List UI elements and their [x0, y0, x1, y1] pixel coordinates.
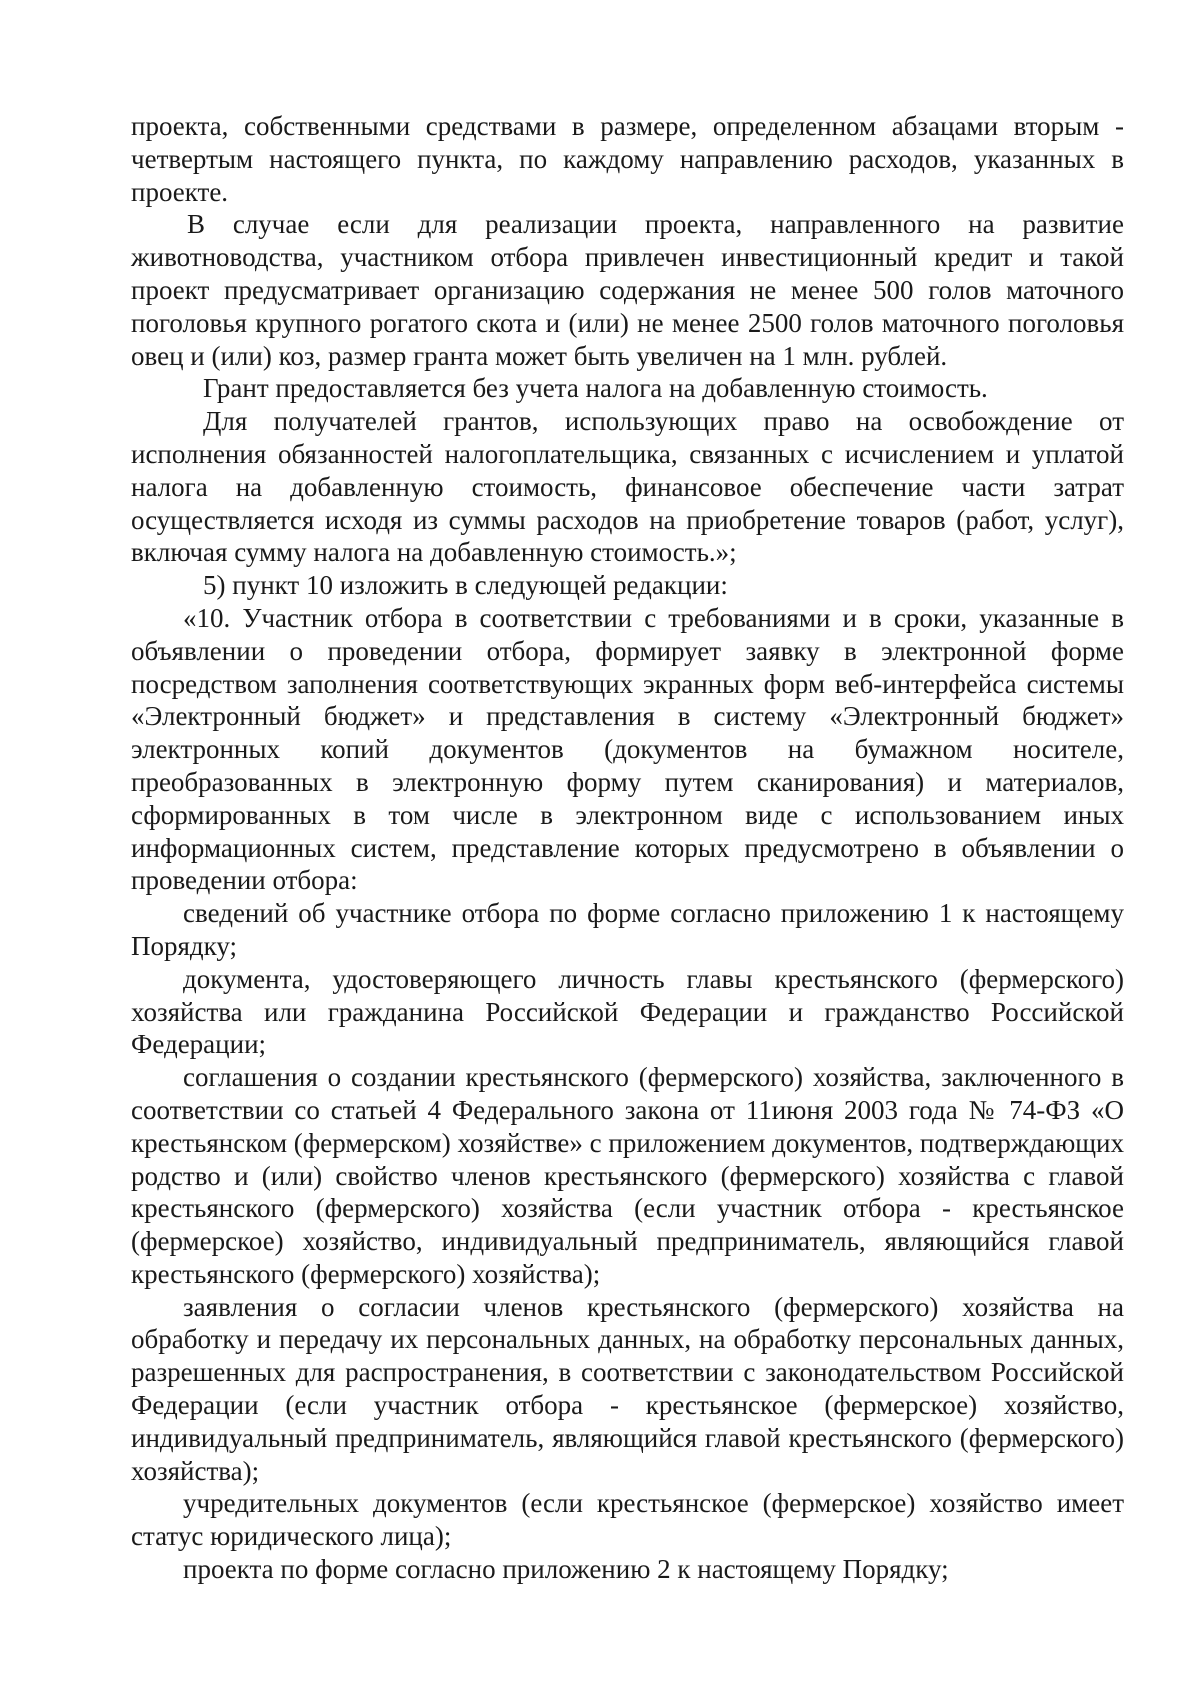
list-item-personal-data-consent: заявления о согласии членов крестьянского (фермерского) хозяйства на обработку и передачу их персональных данных, на обработку персональных данных, разрешенных для распространения, в соответствии с законодательством Российской Федерации (если участник отбора - крестьянское (фермерское) хозяйство, индивидуальный предприниматель, являющийся главой крестьянского (фермерского) хозяйства);: [131, 1291, 1124, 1486]
paragraph-point-10: «10. Участник отбора в соответствии с требованиями и в сроки, указанные в объявлении о проведении отбора, формирует заявку в электронной форме посредством заполнения соответствующих экранных форм веб-интерфейса системы «Электронный бюджет» и представления в систему «Электронный бюджет» электронных копий документов (документов на бумажном носителе, преобразованных в электронную форму путем сканирования) и материалов, сформированных в том числе в электронном виде с использованием иных информационных систем, представление которых предусмотрено в объявлении о проведении отбора:: [131, 602, 1124, 896]
list-item-project-form: проекта по форме согласно приложению 2 к настоящему Порядку;: [183, 1554, 949, 1585]
list-item-identity-document: документа, удостоверяющего личность главы крестьянского (фермерского) хозяйства или гражданина Российской Федерации и гражданство Российской Федерации;: [131, 963, 1124, 1060]
paragraph-livestock-grant-increase: В случае если для реализации проекта, направленного на развитие животноводства, участником отбора привлечен инвестиционный кредит и такой проект предусматривает организацию содержания не менее 500 голов маточного поголовья крупного рогатого скота и (или) не менее 2500 голов маточного поголовья овец и (или) коз, размер гранта может быть увеличен на 1 млн. рублей.: [131, 209, 1124, 371]
list-item-participant-info: сведений об участнике отбора по форме согласно приложению 1 к настоящему Порядку;: [131, 898, 1124, 961]
paragraph-vat-exempt-recipients: Для получателей грантов, использующих право на освобождение от исполнения обязанностей налогоплательщика, связанных с исчислением и уплатой налога на добавленную стоимость, финансовое обеспечение части затрат осуществляется исходя из суммы расходов на приобретение товаров (работ, услуг), включая сумму налога на добавленную стоимость.»;: [131, 406, 1124, 568]
list-item-founding-documents: учредительных документов (если крестьянское (фермерское) хозяйство имеет статус юридического лица);: [131, 1488, 1124, 1552]
list-item-farm-agreement: соглашения о создании крестьянского (фермерского) хозяйства, заключенного в соответствии со статьей 4 Федерального закона от 11июня 2003 года № 74-ФЗ «О крестьянском (фермерском) хозяйстве» с приложением документов, подтверждающих родство и (или) свойство членов крестьянского (фермерского) хозяйства с главой крестьянского (фермерского) хозяйства (если участник отбора - крестьянское (фермерское) хозяйство, индивидуальный предприниматель, являющийся главой крестьянского (фермерского) хозяйства);: [131, 1062, 1124, 1289]
paragraph-point-5: 5) пункт 10 изложить в следующей редакции:: [203, 570, 728, 601]
paragraph-project-own-funds: проекта, собственными средствами в размере, определенном абзацами вторым - четвертым настоящего пункта, по каждому направлению расходов, указанных в проекте.: [131, 111, 1124, 207]
document-body: [131, 110, 1124, 1586]
paragraph-grant-without-vat: Грант предоставляется без учета налога на добавленную стоимость.: [203, 373, 988, 404]
